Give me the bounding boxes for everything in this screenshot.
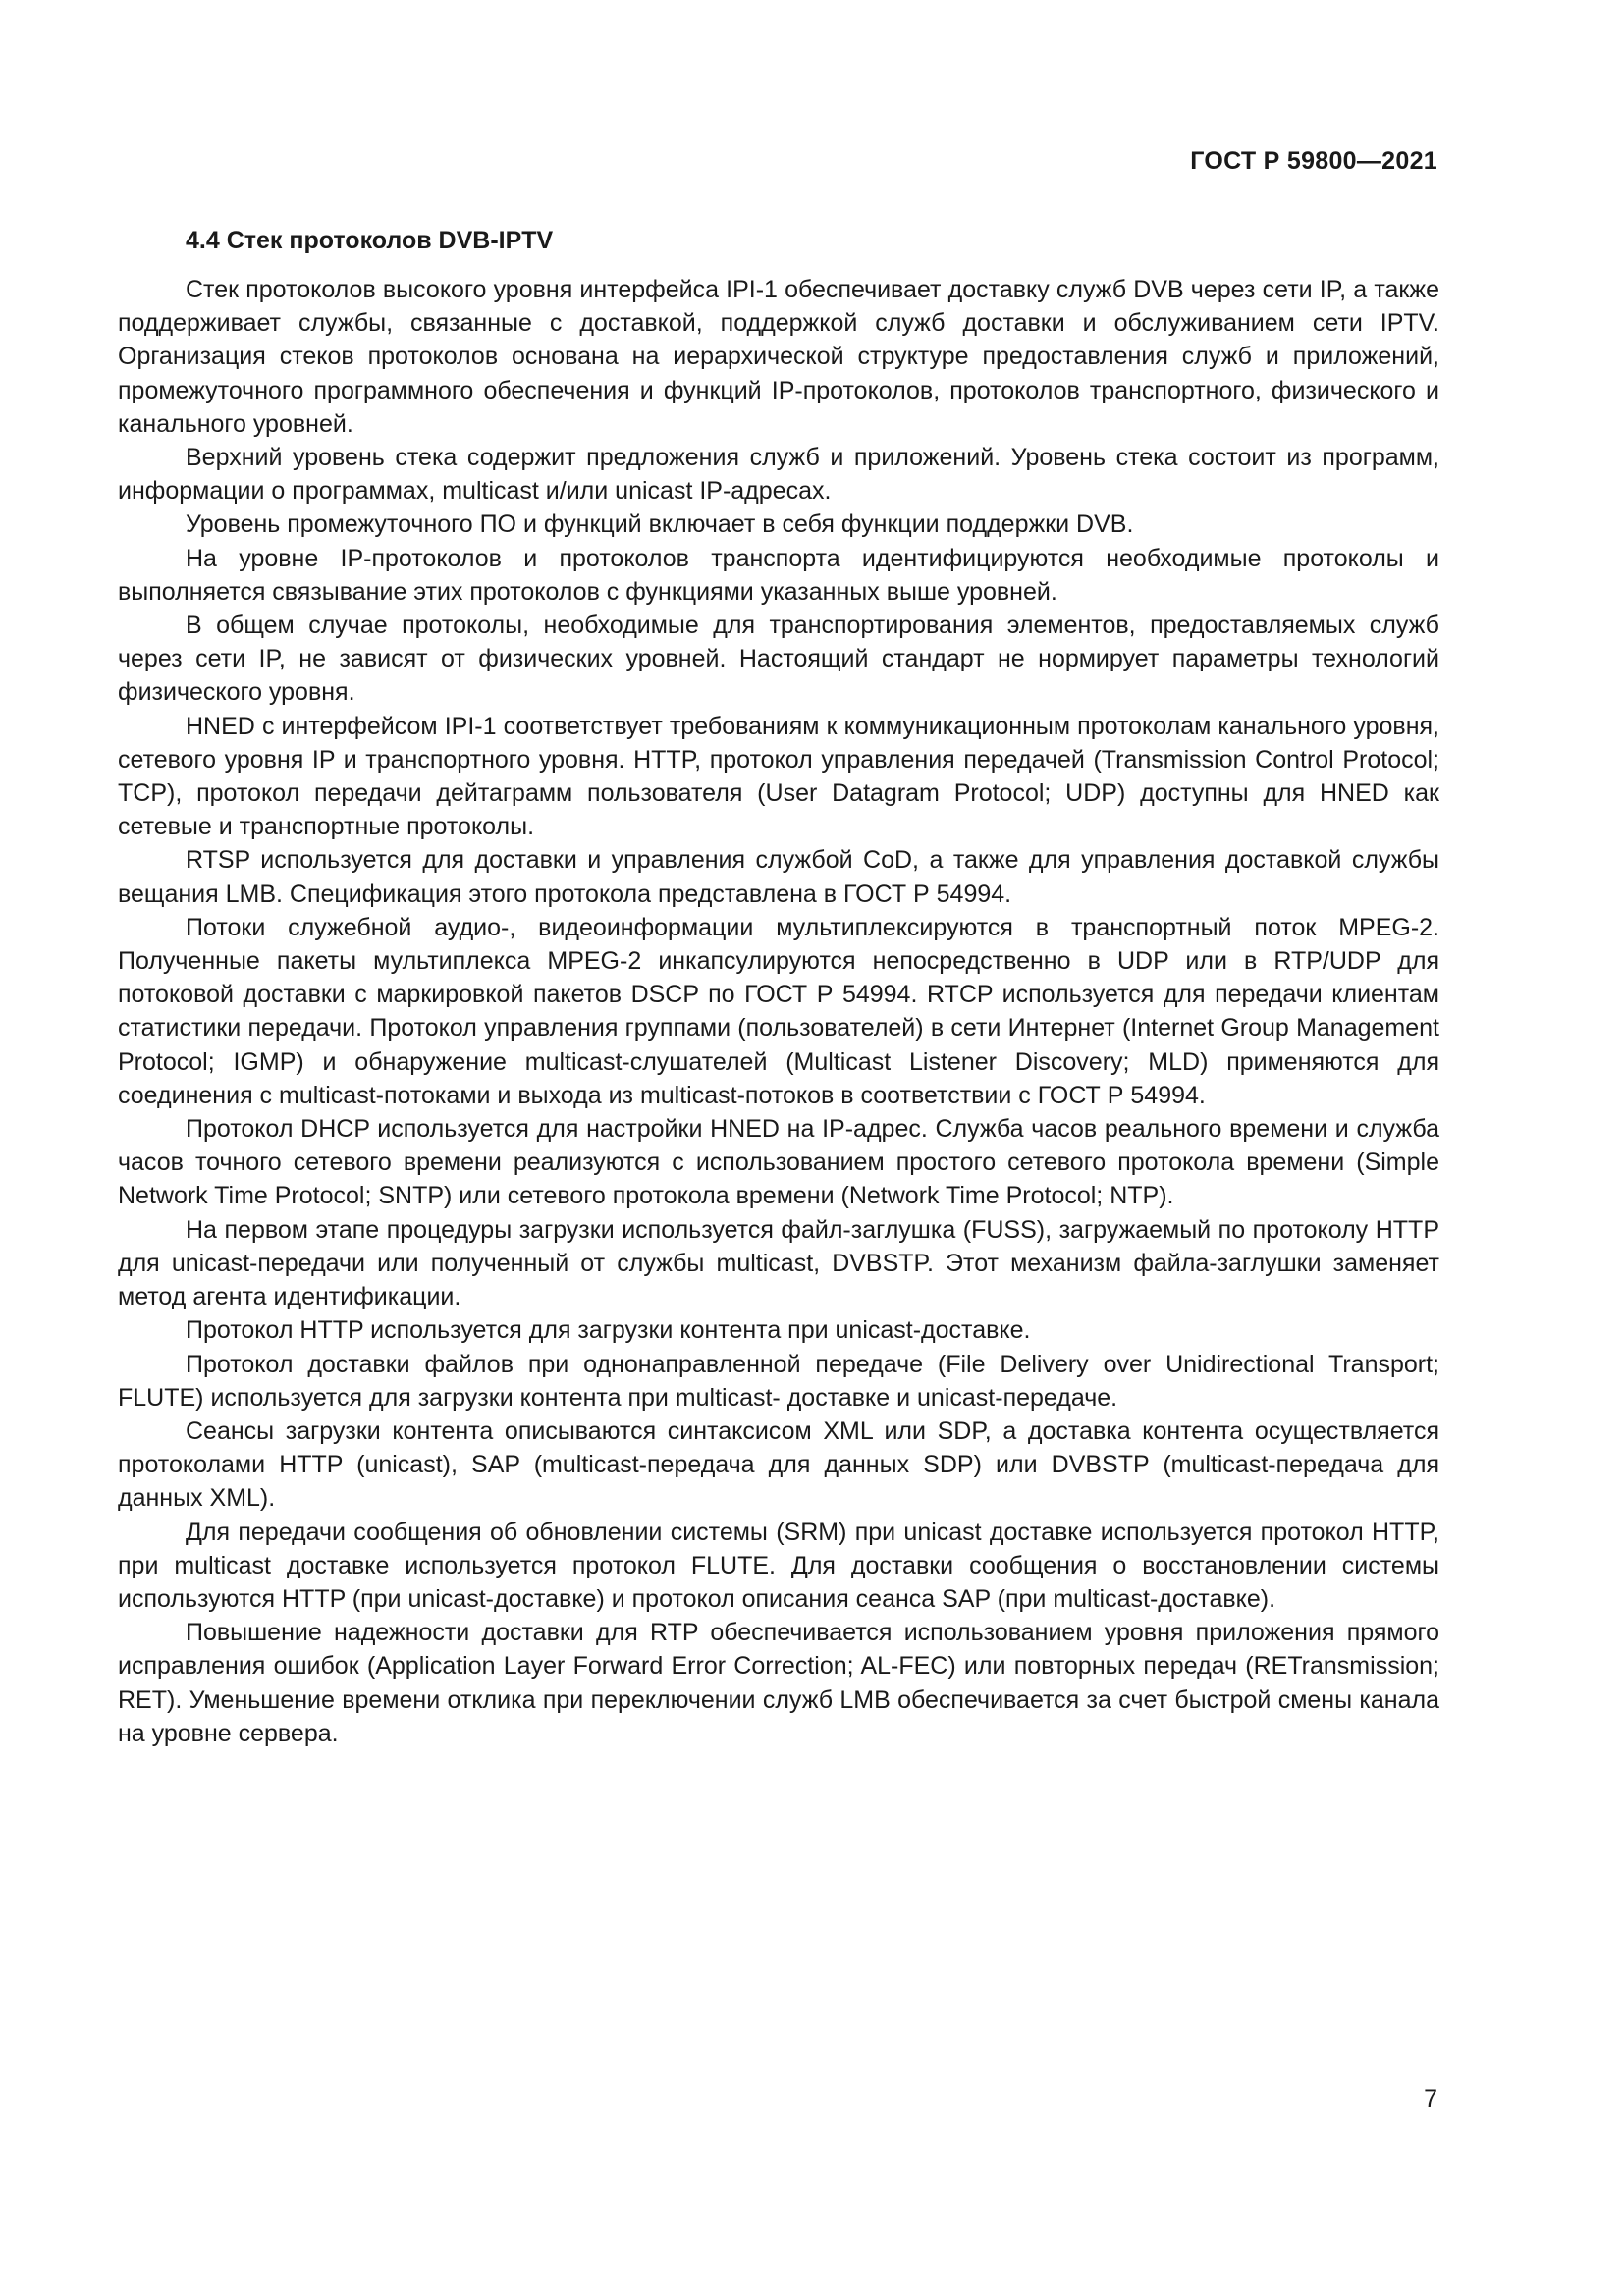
paragraph-1: Стек протоколов высокого уровня интерфейса IPI-1 обеспечивает доставку служб DVB через сети IP, а также поддерживает службы, связанные с доставкой, поддержкой служб доставки и обслуживанием сети IPTV. Организация стеков протоколов основана на иерархической структуре предоставления служб и приложений, промежуточного программного обеспечения и функций IP-протоколов, протоколов транспортного, физического и канального уровней. xyxy=(118,276,1439,438)
document-body xyxy=(118,224,1439,1750)
paragraph-14: Для передачи сообщения об обновлении системы (SRM) при unicast доставке используется протокол HTTP, при multicast доставке используется протокол FLUTE. Для доставки сообщения о восстановлении системы используются HTTP (при unicast-доставке) и протокол описания сеанса SAP (при multicast-доставке). xyxy=(118,1518,1439,1613)
paragraph-7: RTSP используется для доставки и управления службой CoD, а также для управления доставкой службы вещания LMB. Спецификация этого протокола представлена в ГОСТ Р 54994. xyxy=(118,846,1439,908)
paragraph-11: Протокол HTTP используется для загрузки контента при unicast-доставке. xyxy=(186,1316,1031,1345)
section-title: 4.4 Стек протоколов DVB-IPTV xyxy=(186,227,554,254)
document-header-id: ГОСТ Р 59800—2021 xyxy=(1190,147,1437,175)
paragraph-5: В общем случае протоколы, необходимые для транспортирования элементов, предоставляемых служб через сети IP, не зависят от физических уровней. Настоящий стандарт не нормирует параметры технологий физического уровня. xyxy=(118,612,1439,707)
paragraph-4: На уровне IP-протоколов и протоколов транспорта идентифицируются необходимые протоколы и выполняется связывание этих протоколов с функциями указанных выше уровней. xyxy=(118,544,1439,606)
paragraph-8: Потоки служебной аудио-, видеоинформации мультиплексируются в транспортный поток MPEG-2. Полученные пакеты мультиплекса MPEG-2 инкапсулируются непосредственно в UDP или в RTP/UDP для потоковой доставки с маркировкой пакетов DSCP по ГОСТ Р 54994. RTCP используется для передачи клиентам статистики передачи. Протокол управления группами (пользователей) в сети Интернет (Internet Group Management Protocol; IGMP) и обнаружение multicast-слушателей (Multicast Listener Discovery; MLD) применяются для соединения с multicast-потоками и выхода из multicast-потоков в соответствии с ГОСТ Р 54994. xyxy=(118,913,1439,1109)
paragraph-15: Повышение надежности доставки для RTP обеспечивается использованием уровня приложения прямого исправления ошибок (Application Layer Forward Error Correction; AL-FEC) или повторных передач (RETransmission; RET). Уменьшение времени отклика при переключении служб LMB обеспечивается за счет быстрой смены канала на уровне сервера. xyxy=(118,1619,1439,1747)
page-number: 7 xyxy=(1424,2085,1437,2112)
paragraph-9: Протокол DHCP используется для настройки HNED на IP-адрес. Служба часов реального времени и служба часов точного сетевого времени реализуются с использованием простого сетевого протокола времени (Simple Network Time Protocol; SNTP) или сетевого протокола времени (Network Time Protocol; NTP). xyxy=(118,1115,1439,1210)
paragraph-12: Протокол доставки файлов при однонаправленной передаче (File Delivery over Unidirectional Transport; FLUTE) используется для загрузки контента при multicast- доставке и unicast-передаче. xyxy=(118,1350,1439,1412)
paragraph-3: Уровень промежуточного ПО и функций включает в себя функции поддержки DVB. xyxy=(186,510,1134,539)
paragraph-10: На первом этапе процедуры загрузки используется файл-заглушка (FUSS), загружаемый по протоколу HTTP для unicast-передачи или полученный от службы multicast, DVBSTP. Этот механизм файла-заглушки заменяет метод агента идентификации. xyxy=(118,1215,1439,1311)
paragraph-6: HNED с интерфейсом IPI-1 соответствует требованиям к коммуникационным протоколам канального уровня, сетевого уровня IP и транспортного уровня. HTTP, протокол управления передачей (Transmission Control Protocol; TCP), протокол передачи дейтаграмм пользователя (User Datagram Protocol; UDP) доступны для HNED как сетевые и транспортные протоколы. xyxy=(118,712,1439,841)
paragraph-13: Сеансы загрузки контента описываются синтаксисом XML или SDP, а доставка контента осуществляется протоколами HTTP (unicast), SAP (multicast-передача для данных SDP) или DVBSTP (multicast-передача для данных XML). xyxy=(118,1416,1439,1513)
paragraph-2: Верхний уровень стека содержит предложения служб и приложений. Уровень стека состоит из программ, информации о программах, multicast и/или unicast IP-адресах. xyxy=(118,444,1439,506)
